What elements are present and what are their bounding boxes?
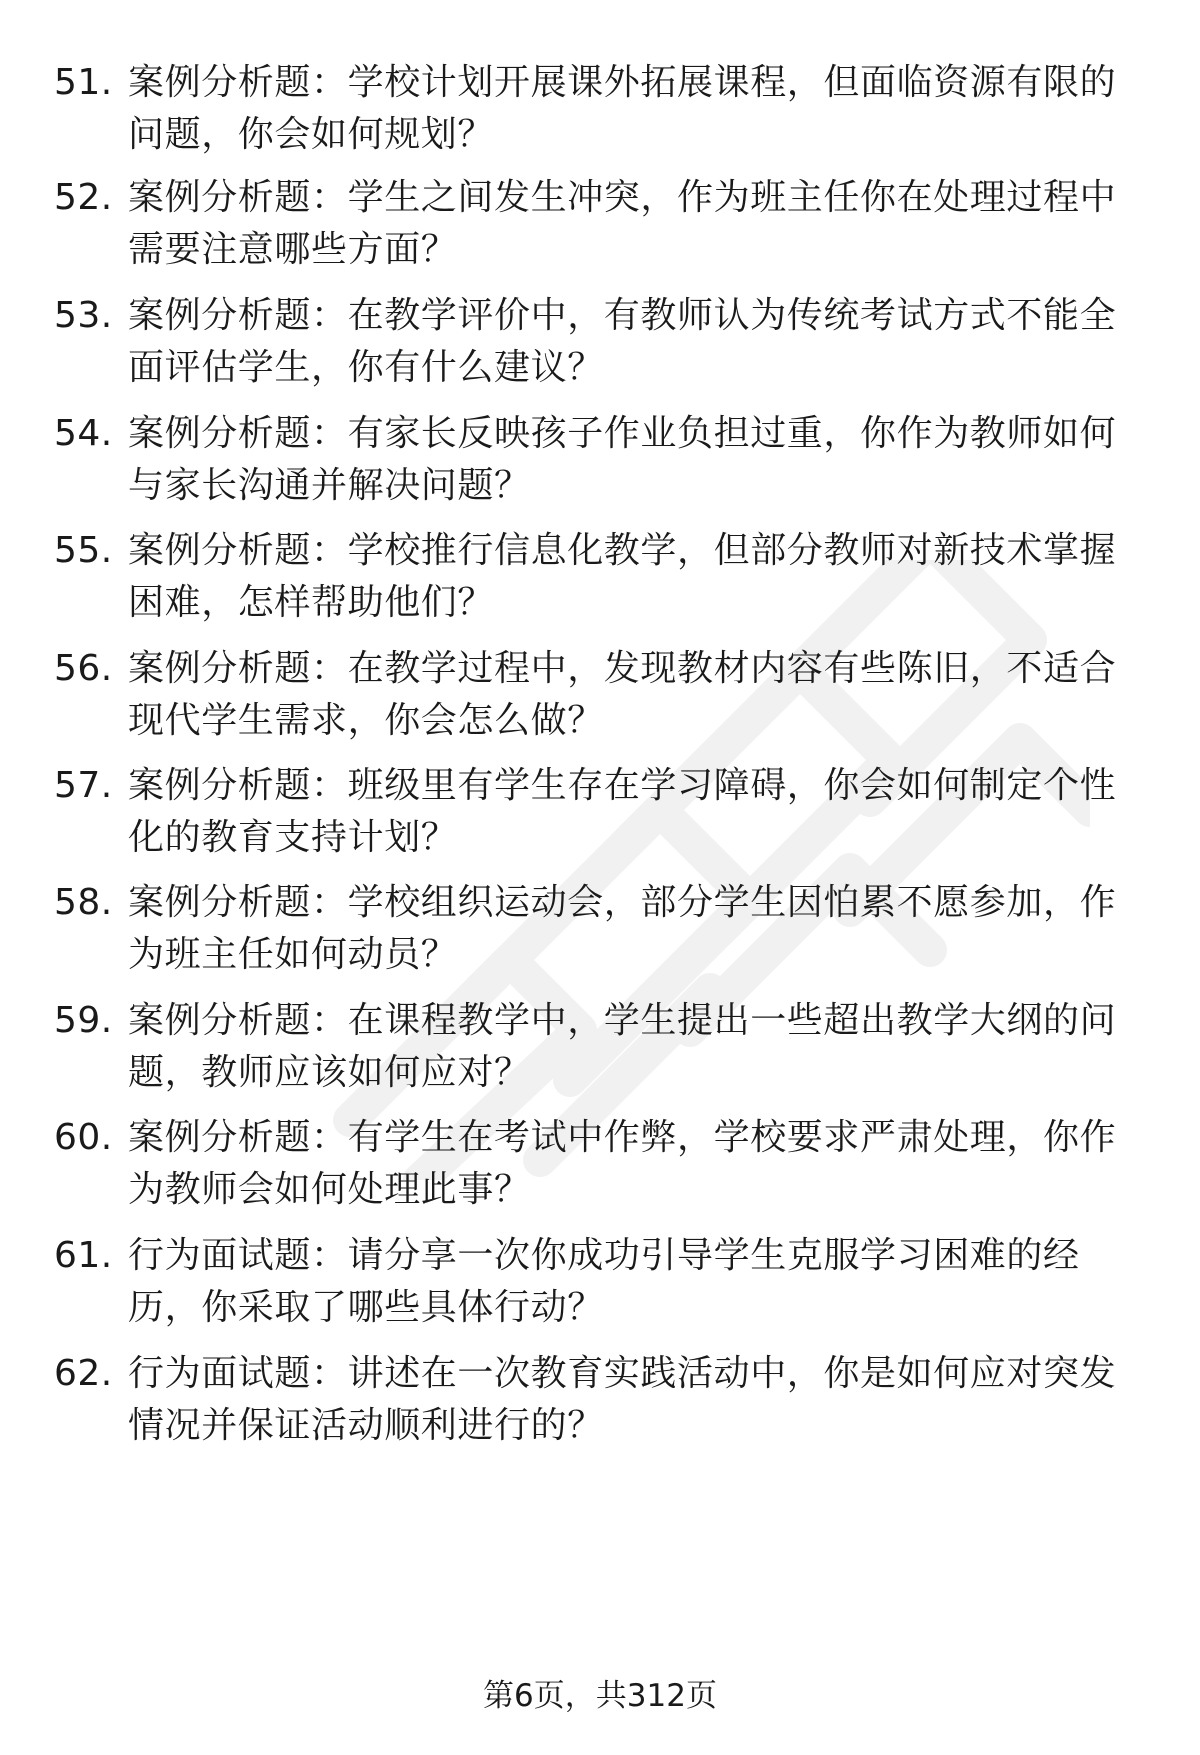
question-item — [0, 525, 1200, 635]
question-number: 58. — [54, 882, 113, 923]
question-text: 案例分析题：学校推行信息化教学，但部分教师对新技术掌握困难，怎样帮助他们？ — [128, 530, 1117, 623]
page-footer: 第6页，共312页 — [483, 1678, 717, 1714]
question-text: 案例分析题：有家长反映孩子作业负担过重，你作为教师如何与家长沟通并解决问题？ — [128, 413, 1117, 506]
question-item — [0, 1230, 1200, 1340]
question-text: 案例分析题：在教学过程中，发现教材内容有些陈旧，不适合现代学生需求，你会怎么做？ — [128, 648, 1117, 741]
question-item — [0, 877, 1200, 987]
question-item — [0, 57, 1200, 167]
question-item — [0, 995, 1200, 1105]
question-number: 52. — [54, 177, 113, 218]
question-item — [0, 643, 1200, 753]
question-text: 案例分析题：有学生在考试中作弊，学校要求严肃处理，你作为教师会如何处理此事？ — [128, 1117, 1117, 1210]
question-number: 59. — [54, 1000, 113, 1041]
question-number: 51. — [54, 62, 113, 103]
question-text: 案例分析题：在课程教学中，学生提出一些超出教学大纲的问题，教师应该如何应对？ — [128, 1000, 1117, 1093]
question-number: 54. — [54, 413, 113, 454]
question-item — [0, 172, 1200, 282]
question-item — [0, 290, 1200, 400]
question-text: 案例分析题：班级里有学生存在学习障碍，你会如何制定个性化的教育支持计划？ — [128, 765, 1117, 858]
question-number: 60. — [54, 1117, 113, 1158]
question-item — [0, 1112, 1200, 1222]
question-number: 55. — [54, 530, 113, 571]
question-text: 案例分析题：学生之间发生冲突，作为班主任你在处理过程中需要注意哪些方面？ — [128, 177, 1117, 270]
question-number: 62. — [54, 1353, 113, 1394]
question-number: 61. — [54, 1235, 113, 1276]
question-text: 案例分析题：学校计划开展课外拓展课程，但面临资源有限的问题，你会如何规划？ — [128, 62, 1117, 155]
question-number: 56. — [54, 648, 113, 689]
question-item — [0, 760, 1200, 870]
question-text: 行为面试题：讲述在一次教育实践活动中，你是如何应对突发情况并保证活动顺利进行的？ — [128, 1353, 1117, 1446]
question-number: 57. — [54, 765, 113, 806]
question-number: 53. — [54, 295, 113, 336]
question-item — [0, 1348, 1200, 1458]
question-item — [0, 408, 1200, 518]
question-text: 案例分析题：学校组织运动会，部分学生因怕累不愿参加，作为班主任如何动员？ — [128, 882, 1117, 975]
question-text: 行为面试题：请分享一次你成功引导学生克服学习困难的经历，你采取了哪些具体行动？ — [128, 1235, 1080, 1328]
question-text: 案例分析题：在教学评价中，有教师认为传统考试方式不能全面评估学生，你有什么建议？ — [128, 295, 1117, 388]
